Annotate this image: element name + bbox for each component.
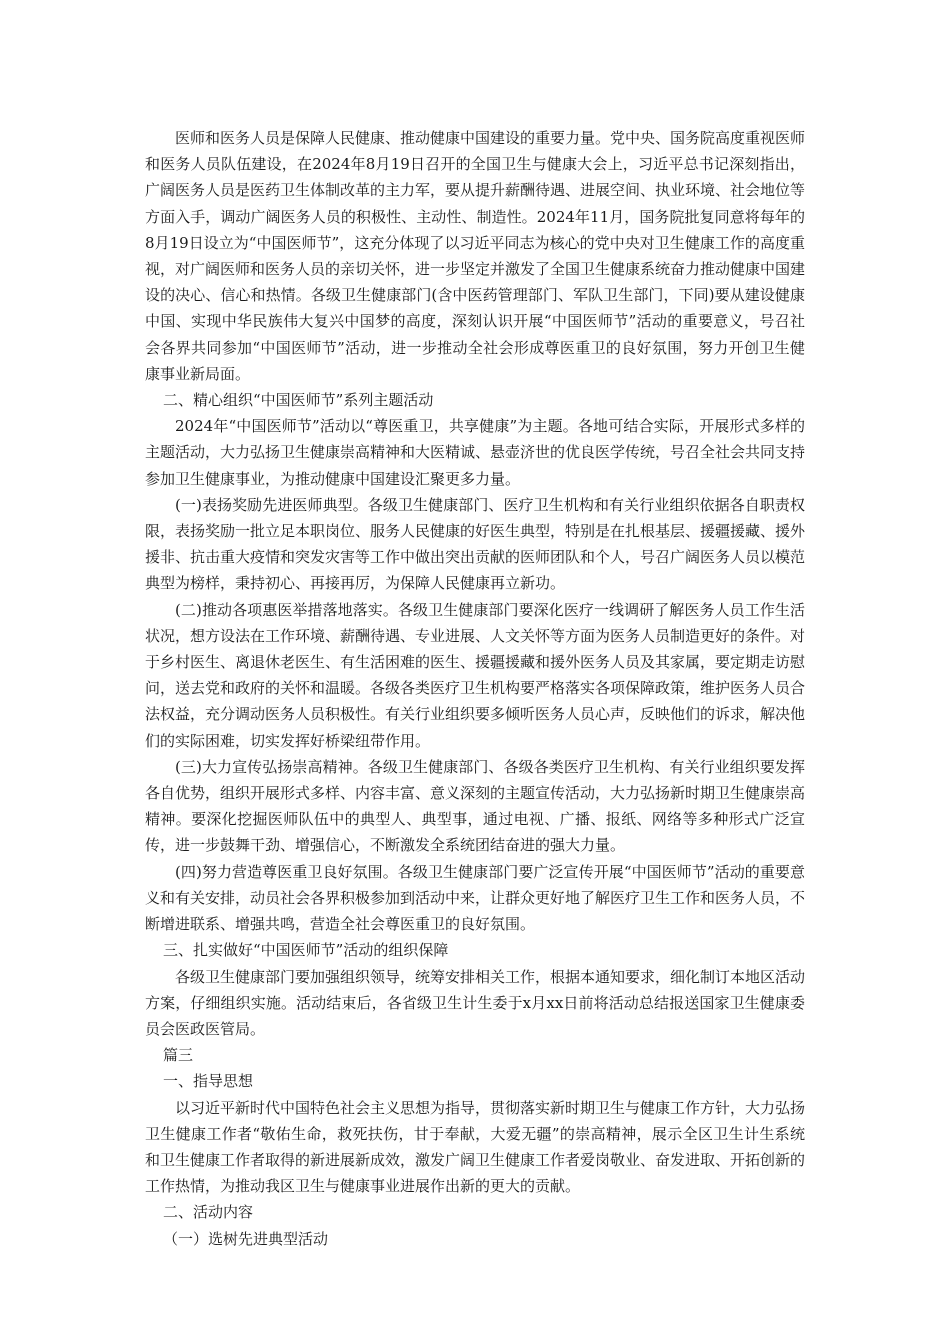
section-heading-3: 三、扎实做好“中国医师节”活动的组织保障 (163, 941, 449, 960)
activity-content-heading: 二、活动内容 (163, 1203, 254, 1222)
document-page (145, 125, 805, 1252)
item-3-paragraph: (三)大力宣传弘扬崇高精神。各级卫生健康部门、各级各类医疗卫生机构、有关行业组织要发挥各自优势，组织开展形式多样、内容丰富、意义深刻的主题宣传活动，大力弘扬新时期卫生健康崇高精神。要深化挖掘医师队伍中的典型人、典型事，通过电视、广播、报纸、网络等多种形式广泛宣传，进一步鼓舞干劲、增强信心，不断激发全系统团结奋进的强大力量。 (145, 757, 806, 855)
theme-paragraph: 2024年“中国医师节”活动以“尊医重卫，共享健康”为主题。各地可结合实际，开展形式多样的主题活动，大力弘扬卫生健康崇高精神和大医精诚、悬壶济世的优良医学传统，号召全社会共同支持参加卫生健康事业，为推动健康中国建设汇聚更多力量。 (145, 417, 806, 488)
guiding-thought-heading: 一、指导思想 (163, 1072, 254, 1091)
part-three-heading: 篇三 (163, 1046, 194, 1065)
section-heading-2: 二、精心组织“中国医师节”系列主题活动 (163, 391, 434, 410)
item-2-paragraph: (二)推动各项惠医举措落地落实。各级卫生健康部门要深化医疗一线调研了解医务人员工作生活状况，想方设法在工作环境、薪酬待遇、专业进展、人文关怀等方面为医务人员制造更好的条件。对于乡村医生、离退休老医生、有生活困难的医生、援疆援藏和援外医务人员及其家属，要定期走访慰问，送去党和政府的关怀和温暖。各级各类医疗卫生机构要严格落实各项保障政策，维护医务人员合法权益，充分调动医务人员积极性。有关行业组织要多倾听医务人员心声，反映他们的诉求，解决他们的实际困难，切实发挥好桥梁纽带作用。 (145, 600, 806, 750)
item-1-paragraph: (一)表扬奖励先进医师典型。各级卫生健康部门、医疗卫生机构和有关行业组织依据各自职责权限，表扬奖励一批立足本职岗位、服务人民健康的好医生典型，特别是在扎根基层、援疆援藏、援外援非、抗击重大疫情和突发灾害等工作中做出突出贡献的医师团队和个人，号召广阔医务人员以模范典型为榜样，秉持初心、再接再厉，为保障人民健康再立新功。 (145, 495, 806, 593)
activity-item-1-heading: （一）选树先进典型活动 (163, 1229, 329, 1248)
intro-paragraph: 医师和医务人员是保障人民健康、推动健康中国建设的重要力量。党中央、国务院高度重视医师和医务人员队伍建设，在2024年8月19日召开的全国卫生与健康大会上，习近平总书记深刻指出，广阔医务人员是医药卫生体制改革的主力军，要从提升薪酬待遇、进展空间、执业环境、社会地位等方面入手，调动广阔医务人员的积极性、主动性、制造性。2024年11月，国务院批复同意将每年的8月19日设立为“中国医师节”，这充分体现了以习近平同志为核心的党中央对卫生健康工作的高度重视，对广阔医师和医务人员的亲切关怀，进一步坚定并激发了全国卫生健康系统奋力推动健康中国建设的决心、信心和热情。各级卫生健康部门(含中医药管理部门、军队卫生部门，下同)要从建设健康中国、实现中华民族伟大复兴中国梦的高度，深刻认识开展“中国医师节”活动的重要意义，号召社会各界共同参加“中国医师节”活动，进一步推动全社会形成尊医重卫的良好氛围，努力开创卫生健康事业新局面。 (145, 129, 806, 383)
organization-paragraph: 各级卫生健康部门要加强组织领导，统筹安排相关工作，根据本通知要求，细化制订本地区活动方案，仔细组织实施。活动结束后，各省级卫生计生委于x月xx日前将活动总结报送国家卫生健康委员会医政医管局。 (145, 967, 806, 1038)
item-4-paragraph: (四)努力营造尊医重卫良好氛围。各级卫生健康部门要广泛宣传开展“中国医师节”活动的重要意义和有关安排，动员社会各界积极参加到活动中来，让群众更好地了解医疗卫生工作和医务人员，不断增进联系、增强共鸣，营造全社会尊医重卫的良好氛围。 (145, 862, 806, 934)
guiding-thought-paragraph: 以习近平新时代中国特色社会主义思想为指导，贯彻落实新时期卫生与健康工作方针，大力弘扬卫生健康工作者“敬佑生命，救死扶伤，甘于奉献，大爱无疆”的崇高精神，展示全区卫生计生系统和卫生健康工作者取得的新进展新成效，激发广阔卫生健康工作者爱岗敬业、奋发进取、开拓创新的工作热情，为推动我区卫生与健康事业进展作出新的更大的贡献。 (145, 1098, 806, 1196)
